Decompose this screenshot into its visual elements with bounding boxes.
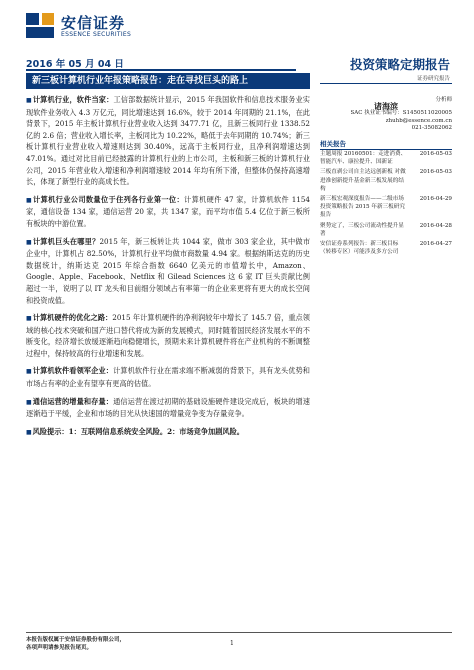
paragraph-lead: ■ 计算机行业，软件当家： [26,95,113,104]
related-report-date: 2016-05-03 [419,151,452,157]
list-item[interactable] [320,240,452,256]
list-item[interactable] [320,168,452,193]
paragraph-lead: ■ 计算机巨头在哪里？ [26,237,99,246]
paragraph-lead: ■ 通信运营的增量和存量： [26,397,113,406]
page-number: 1 [230,640,234,647]
related-report-date: 2016-04-28 [419,222,452,229]
brand-logo [26,13,131,39]
paragraph-risk [26,426,310,439]
paragraph-text: 计算机软件行业在需求端不断减弱的背景下，具有龙头优势和市场占有率的企业有望享有更高的估值。 [26,366,310,389]
related-report-date: 2016-04-29 [419,196,452,203]
related-report-date: 2016-04-27 [419,241,452,248]
paragraph-lead: ■ 计算机软件看领军企业： [26,366,113,375]
related-reports-heading: 相关报告 [320,139,452,150]
right-divider [320,83,452,84]
paragraph-text: 计算机硬件 47 家，计算机软件 1154 家，通信设备 134 家，通信运营 20 家，共 1347 家，而平均市值 5.4 亿位于新三板所有板块的中游位置。 [26,194,310,228]
paragraph-text: 2015 年计算机硬件的净利润较年中增长了 145.7 倍，重点领域的核心技术突破和国产进口替代将成为新的发展模式，同时随着国民经济发展水平的不断变化，经济增长放缓逐渐趋向稳健增长，预期未来计算机硬件将在产业机构的不断调整过程中，保持较高的行业增速和发展。 [26,313,310,358]
paragraph-text: 1：互联网信息系统安全风险。2：市场竞争加剧风险。 [68,426,244,436]
related-report-title: 新三板宏观深度报告——二级市场投资策略报告 2015 年新三板研究报告 [320,196,405,219]
related-reports-list [320,150,452,258]
brand-name-en: ESSENCE SECURITIES [61,30,132,38]
paragraph-company-count [26,194,310,230]
paragraph-lead: ■ 计算机硬件的优化之路： [26,313,112,322]
analyst-role: 分析师 [435,97,452,103]
paragraph-text: 通信运营在渡过初期的基础设施硬件建设完成后，板块的增速逐渐趋于平缓，企业和市场的目光从快速国的增量竞争变为存量竞争。 [26,396,310,419]
related-report-title: 三板直剥公司自主达远创新板 对做进准创新提升基金新三板发展的结构 [320,169,406,192]
paragraph-text: 2015 年，新三板转让共 1044 家，做市 303 家企业，其中做市企业中，计算机占 82.50%，计算机行业平均做市商数量 4.94 家。根据纳斯达克的历史数据统计，纳斯达克 2015 年综合指数 6640 亿美元的市值增长中，Amazon、Google、Apple、Facebook、Netflix 和 Gilead Sciences 这 6 家 IT 巨头贡献比例超过一半，说明了以 IT 龙头和目前细分领域占有率第一的企业来更将有更大的成长空间和投资成值。 [26,236,311,305]
paragraph-telecom [26,396,310,420]
paragraph-software [26,365,310,389]
list-item[interactable] [320,150,452,166]
list-item[interactable] [320,195,452,220]
report-type-title: 投资策略定期报告 [349,57,450,72]
analyst-name: 诸海滨 [374,100,398,111]
list-item[interactable] [320,222,452,238]
footer-line: 各项声明请参见报告尾页。 [26,645,93,651]
brand-name-cn: 安信证券 [61,13,126,32]
analyst-block [320,97,452,133]
related-report-title: 聚势定了，三板公司流动性提升显著 [320,222,404,237]
footer-line: 本报告版权属于安信证券股份有限公司， [26,637,126,643]
paragraph-industry-overview [26,94,310,188]
report-type-subtitle: 证券研究报告 [416,76,450,82]
related-report-title: 主题周报 20160501：走进消费、智能汽车、康拉提升、国新证 [320,151,407,166]
footer-disclaimer [26,636,125,652]
logo-mark-icon [26,13,56,39]
analyst-sac: SAC 执业证书编号：S1450511020005 [350,110,452,117]
paragraph-text: 工信部数据统计显示，2015 年我国软件和信息技术服务业实现软件业务收入 4.3 万亿元，同比增速达到 16.6%，较于 2014 年同期的 21.1%，在此背景下，2015 年主板计算机行业营业收入达到 3477.71 亿，且新三板同行业 1338.52 亿的 2.6 倍；营业收入增长率，主板同比为 10.22%，略低于去年同期的 10.74%；新三板计算机行业营业收入增速则达到 30.40%，远高于主板同行业，且净利润增速达到 47.01%。通过对比目前已经披露的计算机行业的上市公司，主板和新三板的计算机行业公司，2015 年营业收入增速和净利润增速较 2014 年均有所下滑，但整体仍保持高速增长，体现了新型行业的高成长性。 [26,95,310,187]
paragraph-giants [26,236,310,307]
paragraph-lead: ■ 风险提示： [26,427,69,436]
footer-divider [26,632,452,633]
brand-text [61,15,131,38]
report-date: 2016 年 05 月 04 日 [26,56,296,71]
analyst-email[interactable]: zhuhb@essence.com.cn [385,117,452,124]
analyst-phone: 021-35082062 [411,125,452,132]
paragraph-lead: ■ 计算机行业公司数量位于住列各行业第一位： [26,195,184,204]
related-report-title: 安信证券系列报告：新三板目标（转移专区）可能涉及多方公司 [320,241,399,256]
report-title: 新三板计算机行业年报策略报告：走在寻找巨头的路上 [26,73,310,89]
related-report-date: 2016-05-03 [419,169,452,176]
paragraph-hardware [26,312,310,359]
report-body [26,94,310,444]
